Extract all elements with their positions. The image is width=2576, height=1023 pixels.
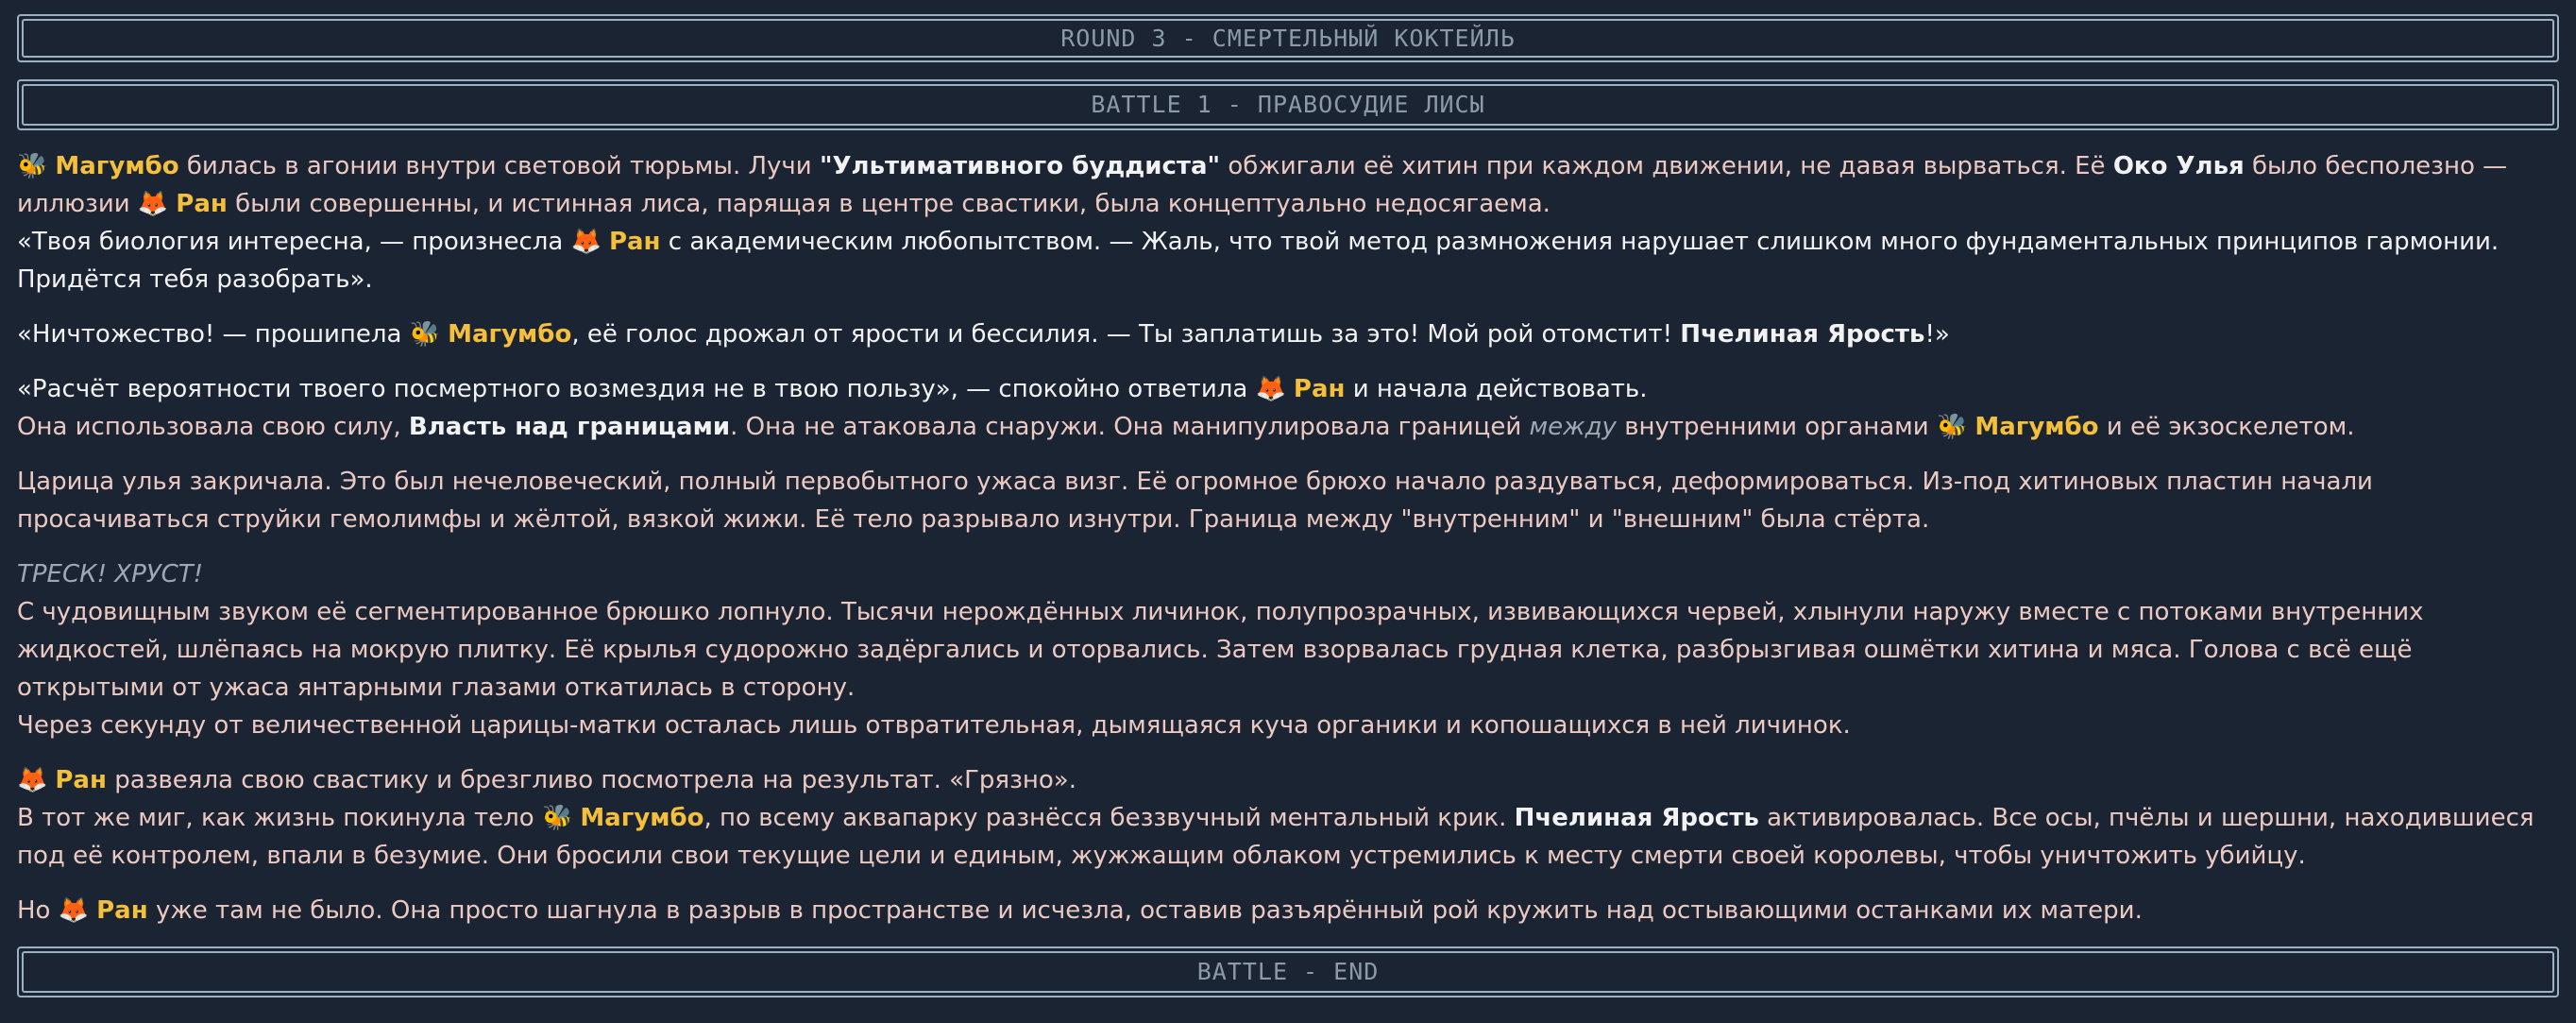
text: активировалась. Все осы, пчёлы и шершни, находившиеся под её контролем, впали в безумие. Они бросили свои текущие цели и единым, жужжащим облаком устремились к месту смерти своей королевы, чтобы уничтожить убийцу. — [17, 804, 2534, 870]
character-name-ran: Ран — [176, 190, 228, 218]
story-paragraph-1 — [17, 147, 2559, 298]
character-name-ran: Ран — [96, 896, 148, 925]
character-name-ran: Ран — [608, 228, 661, 256]
text: Она использовала свою силу, — [17, 413, 401, 441]
dialogue-text: «Твоя биология интересна, — произнесла — [17, 228, 564, 256]
fox-icon: 🦊 — [570, 228, 602, 256]
ability-name: Око Улья — [2112, 152, 2245, 180]
dialogue-line — [17, 223, 2559, 298]
sound-effect-text: ТРЕСК! ХРУСТ! — [17, 560, 204, 588]
text: . Она не атаковала снаружи. Она манипулировала границей — [730, 413, 1522, 441]
character-name-ran: Ран — [55, 766, 107, 794]
story-paragraph-5 — [17, 555, 2559, 744]
fox-icon: 🦊 — [17, 766, 48, 794]
text: обжигали её хитин при каждом движении, не давая вырваться. Её — [1228, 152, 2106, 180]
narration-line — [17, 408, 2559, 446]
dialogue-text: «Расчёт вероятности твоего посмертного возмездия не в твою пользу», — спокойно ответила — [17, 375, 1248, 403]
dialogue-text: , её голос дрожал от ярости и бессилия. — Ты заплатишь за это! Мой рой отомстит! — [571, 320, 1672, 349]
character-name-ran: Ран — [1293, 375, 1346, 403]
ability-name: Власть над границами — [408, 413, 731, 441]
dialogue-text: !» — [1924, 320, 1950, 349]
character-name-magumbo: Магумбо — [55, 152, 179, 180]
text: было бесполезно — иллюзии — [17, 152, 2508, 218]
bee-icon: 🐝 — [541, 804, 573, 832]
battle-banner — [17, 79, 2559, 130]
narration-line: С чудовищным звуком её сегментированное брюшко лопнуло. Тысячи нерождённых личинок, полупрозрачных, извивающихся червей, хлынули наружу вместе с потоками внутренних жидкостей, шлёпаясь на мокрую плитку. Её крылья судорожно задёргались и оторвались. Затем взорвалась грудная клетка, разбрызгивая ошмётки хитина и мяса. Голова с всё ещё открытыми от ужаса янтарными глазами откатилась в сторону. — [17, 598, 2424, 702]
battle-story — [17, 147, 2559, 929]
story-paragraph-6 — [17, 761, 2559, 875]
emphasis-text: между — [1529, 413, 1617, 441]
story-paragraph-2 — [17, 315, 2559, 353]
story-paragraph-3 — [17, 370, 2559, 446]
story-paragraph-7 — [17, 892, 2559, 929]
text: уже там не было. Она просто шагнула в разрыв в пространстве и исчезла, оставив разъярённый рой кружить над остывающими останками их матери. — [155, 896, 2143, 925]
round-banner-title: ROUND 3 - СМЕРТЕЛЬНЫЙ КОКТЕЙЛЬ — [22, 19, 2554, 58]
story-paragraph-4: Царица улья закричала. Это был нечеловеческий, полный первобытного ужаса визг. Её огромное брюхо начало раздуваться, деформироваться. Из-под хитиновых пластин начали просачиваться струйки гемолимфы и жёлтой, вязкой жижи. Её тело разрывало изнутри. Граница между "внутренним" и "внешним" была стёрта. — [17, 468, 2373, 534]
end-banner-title: BATTLE - END — [22, 951, 2554, 993]
character-name-magumbo: Магумбо — [580, 804, 704, 832]
text: развеяла свою свастику и брезгливо посмотрела на результат. «Грязно». — [114, 766, 1076, 794]
dialogue-text: с академическим любопытством. — Жаль, что твой метод размножения нарушает слишком много фундаментальных принципов гармонии. Придётся тебя разобрать». — [17, 228, 2500, 294]
round-banner — [17, 14, 2559, 62]
fox-icon: 🦊 — [137, 190, 169, 218]
battle-banner-title: BATTLE 1 - ПРАВОСУДИЕ ЛИСЫ — [22, 84, 2554, 126]
ability-name: Пчелиная Ярость — [1680, 320, 1925, 349]
text: Но — [17, 896, 51, 925]
text: В тот же миг, как жизнь покинула тело — [17, 804, 534, 832]
text: и её экзоскелетом. — [2106, 413, 2355, 441]
character-name-magumbo: Магумбо — [448, 320, 572, 349]
text: , по всему аквапарку разнёсся беззвучный ментальный крик. — [703, 804, 1507, 832]
bee-icon: 🐝 — [409, 320, 441, 349]
text: внутренними органами — [1624, 413, 1929, 441]
ability-name: Пчелиная Ярость — [1514, 804, 1759, 832]
dialogue-text: «Ничтожество! — прошипела — [17, 320, 402, 349]
character-name-magumbo: Магумбо — [1974, 413, 2099, 441]
end-banner — [17, 946, 2559, 997]
fox-icon: 🦊 — [58, 896, 90, 925]
bee-icon: 🐝 — [17, 152, 48, 180]
bee-icon: 🐝 — [1936, 413, 1968, 441]
text: билась в агонии внутри световой тюрьмы. Лучи — [186, 152, 812, 180]
text: были совершенны, и истинная лиса, парящая в центре свастики, была концептуально недосягаема. — [235, 190, 1551, 218]
ability-name: "Ультимативного буддиста" — [819, 152, 1221, 180]
narration-line — [17, 799, 2559, 875]
text: и начала действовать. — [1352, 375, 1648, 403]
narration-line: Через секунду от величественной царицы-матки осталась лишь отвратительная, дымящаяся куча органики и копошащихся в ней личинок. — [17, 711, 1851, 740]
fox-icon: 🦊 — [1255, 375, 1286, 403]
